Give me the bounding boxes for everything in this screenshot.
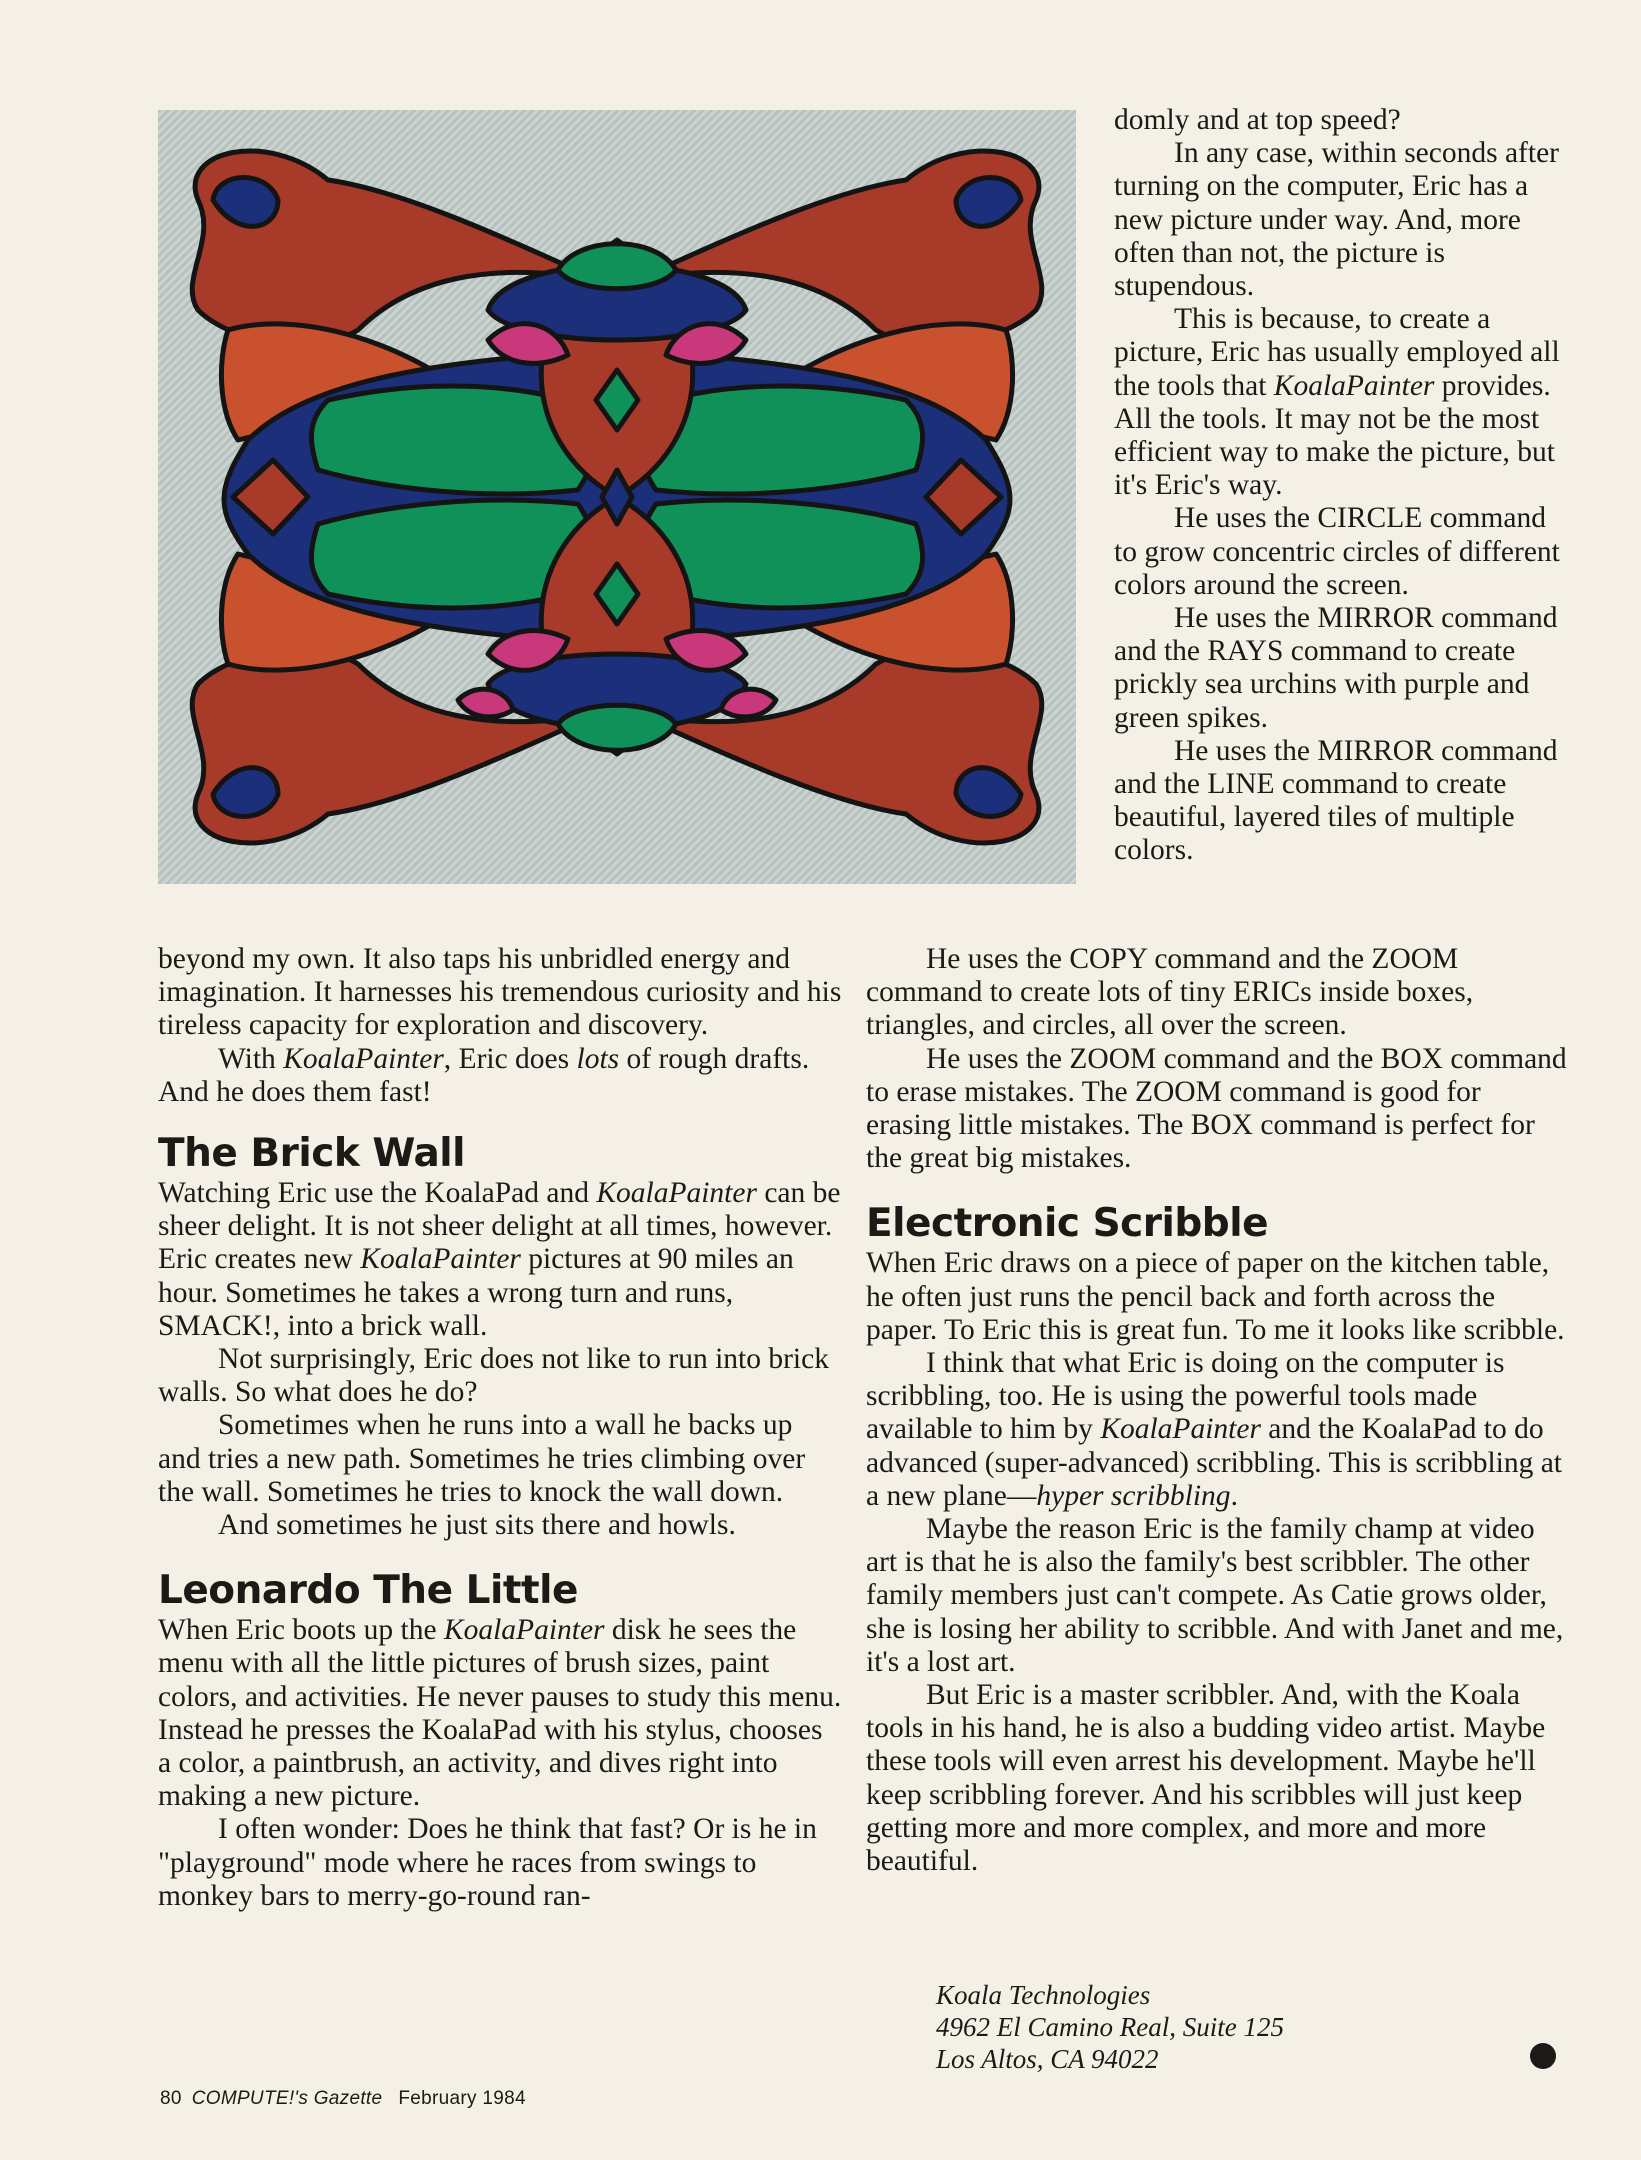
end-of-article-icon	[1530, 2043, 1556, 2069]
paragraph: Sometimes when he runs into a wall he backs up and tries a new path. Sometimes he tries climbing over the wall. Sometimes he tries to knock the wall down.	[158, 1409, 806, 1508]
paragraph: Maybe the reason Eric is the family champ at video art is that he is also the family's best scribbler. The other family members just can't compete. As Catie grows older, she is losing her ability to scribble. And with Janet and me, it's a lost art.	[866, 1513, 1564, 1678]
company-address	[936, 1979, 1284, 2075]
section-heading-leonardo: Leonardo The Little	[158, 1568, 578, 1614]
paragraph: He uses the CIRCLE command to grow concentric circles of different colors around the screen.	[1114, 502, 1560, 601]
paragraph: He uses the COPY command and the ZOOM command to create lots of tiny ERICs inside boxes, triangles, and circles, all over the screen.	[866, 943, 1474, 1042]
paragraph: But Eric is a master scribbler. And, with the Koala tools in his hand, he is also a budding video artist. Maybe these tools will even arrest his development. Maybe he'll keep scribbling forever. And his scribbles will just keep getting more and more complex, and more and more beautiful.	[866, 1679, 1546, 1878]
paragraph: In any case, within seconds after turning on the computer, Eric has a new picture under way. And, more often than not, the picture is stupendous.	[1114, 137, 1559, 303]
page-number: 80	[160, 2088, 182, 2109]
address-line: Los Altos, CA 94022	[936, 2044, 1159, 2074]
paragraph: I often wonder: Does he think that fast? Or is he in "playground" mode where he races from swings to monkey bars to merry-go-round ran-	[158, 1813, 817, 1912]
paragraph: And sometimes he just sits there and howls.	[218, 1509, 736, 1542]
paragraph: He uses the MIRROR command and the LINE command to create beautiful, layered tiles of multiple colors.	[1114, 734, 1558, 867]
symmetric-pattern-image	[158, 110, 1076, 884]
paragraph: When Eric boots up the KoalaPainter disk he sees the menu with all the little pictures of brush sizes, paint colors, and activities. He never pauses to study this menu. Instead he presses the KoalaPad with his stylus, chooses a color, a paintbrush, an activity, and dives right into making a new picture.	[158, 1614, 842, 1813]
paragraph: When Eric draws on a piece of paper on the kitchen table, he often just runs the pencil back and forth across the paper. To Eric this is great fun. To me it looks like scribble.	[866, 1247, 1565, 1346]
page-footer	[160, 2088, 526, 2110]
magazine-name: COMPUTE!'s Gazette	[191, 2088, 383, 2109]
paragraph: domly and at top speed?	[1114, 104, 1401, 136]
address-line: Koala Technologies	[936, 1980, 1151, 2010]
paragraph: Not surprisingly, Eric does not like to run into brick walls. So what does he do?	[158, 1343, 829, 1409]
address-line: 4962 El Camino Real, Suite 125	[936, 2012, 1284, 2042]
paragraph: beyond my own. It also taps his unbridled energy and imagination. It harnesses his tremendous curiosity and his tireless capacity for exploration and discovery.	[158, 943, 842, 1042]
paragraph: He uses the ZOOM command and the BOX command to erase mistakes. The ZOOM command is good for erasing little mistakes. The BOX command is perfect for the great big mistakes.	[866, 1042, 1567, 1175]
paragraph: I think that what Eric is doing on the computer is scribbling, too. He is using the powerful tools made available to him by KoalaPainter and the KoalaPad to do advanced (super-advanced) scribbling. This is scribbling at a new plane—hyper scribbling.	[866, 1347, 1563, 1512]
paragraph: With KoalaPainter, Eric does lots of rough drafts. And he does them fast!	[158, 1042, 810, 1108]
paragraph: He uses the MIRROR command and the RAYS command to create prickly sea urchins with purple and green spikes.	[1114, 602, 1558, 734]
section-heading-brick-wall: The Brick Wall	[158, 1131, 466, 1177]
right-column	[866, 943, 1572, 1878]
paragraph: This is because, to create a picture, Eric has usually employed all the tools that KoalaPainter provides. All the tools. It may not be the most efficient way to make the picture, but it's Eric's way.	[1114, 303, 1560, 502]
right-column-top	[1114, 104, 1574, 868]
koalapainter-artwork	[158, 110, 1076, 884]
issue-date: February 1984	[398, 2088, 526, 2109]
left-column	[158, 943, 842, 1913]
paragraph: Watching Eric use the KoalaPad and KoalaPainter can be sheer delight. It is not sheer delight at all times, however. Eric creates new KoalaPainter pictures at 90 miles an hour. Sometimes he takes a wrong turn and runs, SMACK!, into a brick wall.	[158, 1177, 841, 1342]
section-heading-electronic-scribble: Electronic Scribble	[866, 1201, 1269, 1247]
